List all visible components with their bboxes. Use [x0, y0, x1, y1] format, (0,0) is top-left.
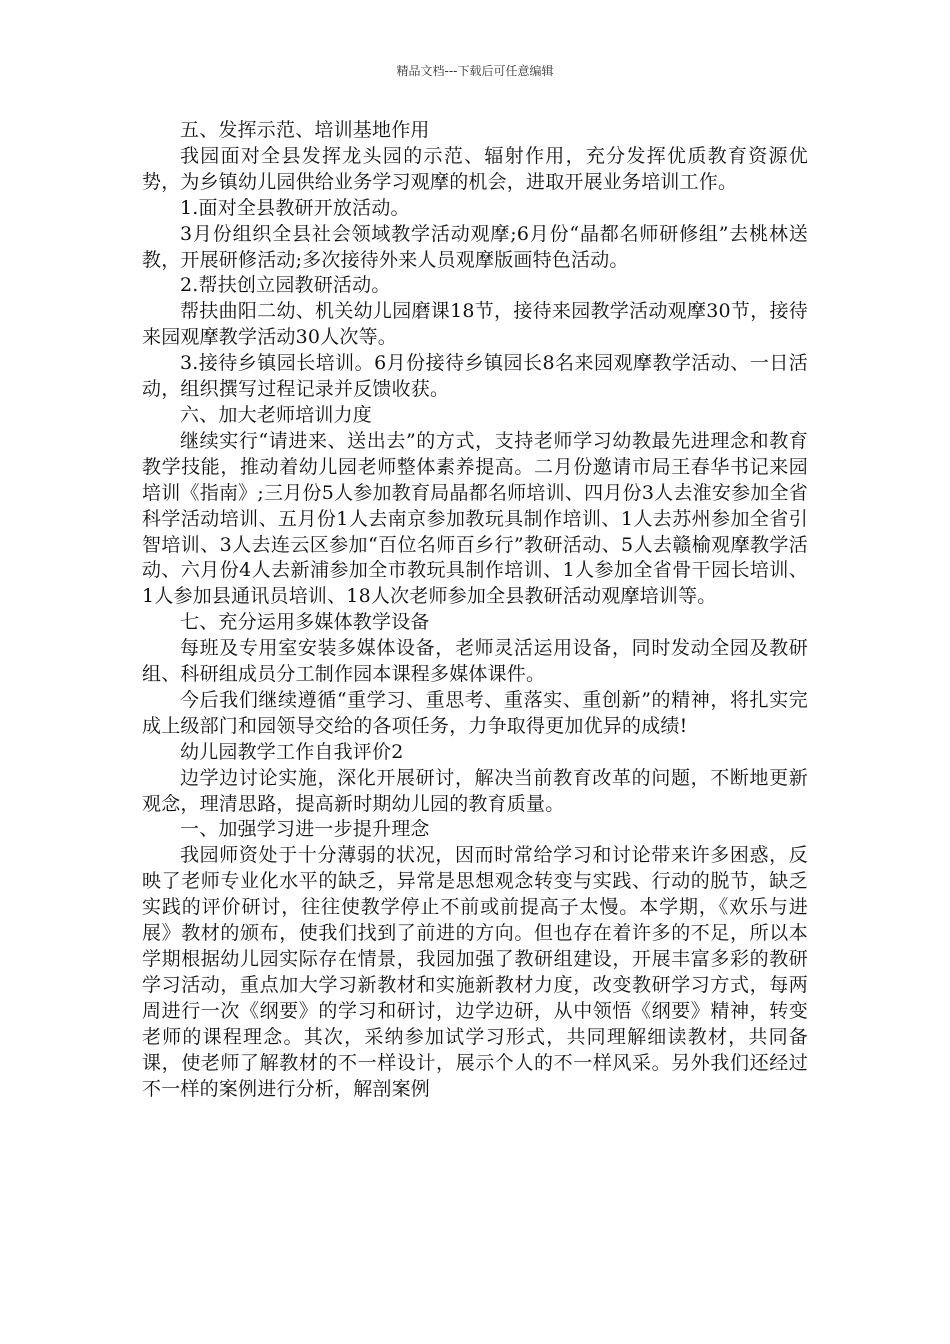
section-heading-1: 一、加强学习进一步提升理念 [180, 818, 430, 841]
section-heading-6: 六、加大老师培训力度 [180, 403, 373, 426]
paragraph: 我园师资处于十分薄弱的状况，因而时常给学习和讨论带来许多困惑，反映了老师专业化水平的缺乏，异常是思想观念转变与实践、行动的脱节，缺乏实践的评价研讨，往往使教学停止不前或前提高子太慢。本学期，《欢乐与进展》教材的颁布，使我们找到了前进的方向。但也存在着许多的不足，所以本学期根据幼儿园实际存在情景，我园加强了教研组建设，开展丰富多彩的教研学习活动，重点加大学习新教材和实施新教材力度，改变教研学习方式，每两周进行一次《纲要》的学习和研讨，边学边研，从中领悟《纲要》精神，转变老师的课程理念。其次，采纳参加试学习形式，共同理解细读教材，共同备课，使老师了解教材的不一样设计，展示个人的不一样风采。另外我们还经过不一样的案例进行分析，解剖案例 [142, 844, 808, 1100]
section-heading-5: 五、发挥示范、培训基地作用 [180, 119, 430, 141]
paragraph: 今后我们继续遵循“重学习、重思考、重落实、重创新”的精神，将扎实完成上级部门和园领导交给的各项任务，力争取得更加优异的成绩! [142, 688, 808, 737]
paragraph: 我园面对全县发挥龙头园的示范、辐射作用，充分发挥优质教育资源优势，为乡镇幼儿园供给业务学习观摩的机会，进取开展业务培训工作。 [142, 144, 808, 193]
paragraph: 每班及专用室安装多媒体设备，老师灵活运用设备，同时发动全园及教研组、科研组成员分工制作园本课程多媒体课件。 [142, 637, 808, 686]
paragraph: 边学边讨论实施，深化开展研讨，解决当前教育改革的问题，不断地更新观念，理清思路，提高新时期幼儿园的教育质量。 [142, 766, 808, 815]
document-body [142, 118, 808, 1102]
page-header: 精品文档---下载后可任意编辑 [396, 64, 554, 78]
paragraph: 3月份组织全县社会领域教学活动观摩;6月份“晶都名师研修组”去桃林送教，开展研修活动;多次接待外来人员观摩版画特色活动。 [142, 222, 808, 271]
document-title: 幼儿园教学工作自我评价2 [180, 740, 404, 763]
subheading: 2.帮扶创立园教研活动。 [180, 274, 391, 297]
section-heading-7: 七、充分运用多媒体教学设备 [180, 611, 430, 634]
paragraph: 继续实行“请进来、送出去”的方式，支持老师学习幼教最先进理念和教育教学技能，推动着幼儿园老师整体素养提高。二月份邀请市局王春华书记来园培训《指南》;三月份5人参加教育局晶都名师培训、四月份3人去淮安参加全省科学活动培训、五月份1人去南京参加教玩具制作培训、1人去苏州参加全省引智培训、3人去连云区参加“百位名师百乡行”教研活动、5人去赣榆观摩教学活动、六月份4人去新浦参加全市教玩具制作培训、1人参加全省骨干园长培训、1人参加县通讯员培训、18人次老师参加全县教研活动观摩培训等。 [142, 429, 808, 608]
paragraph: 3.接待乡镇园长培训。6月份接待乡镇园长8名来园观摩教学活动、一日活动，组织撰写过程记录并反馈收获。 [142, 352, 808, 401]
paragraph: 帮扶曲阳二幼、机关幼儿园磨课18节，接待来园教学活动观摩30节，接待来园观摩教学活动30人次等。 [142, 300, 808, 349]
subheading: 1.面对全县教研开放活动。 [180, 196, 410, 219]
